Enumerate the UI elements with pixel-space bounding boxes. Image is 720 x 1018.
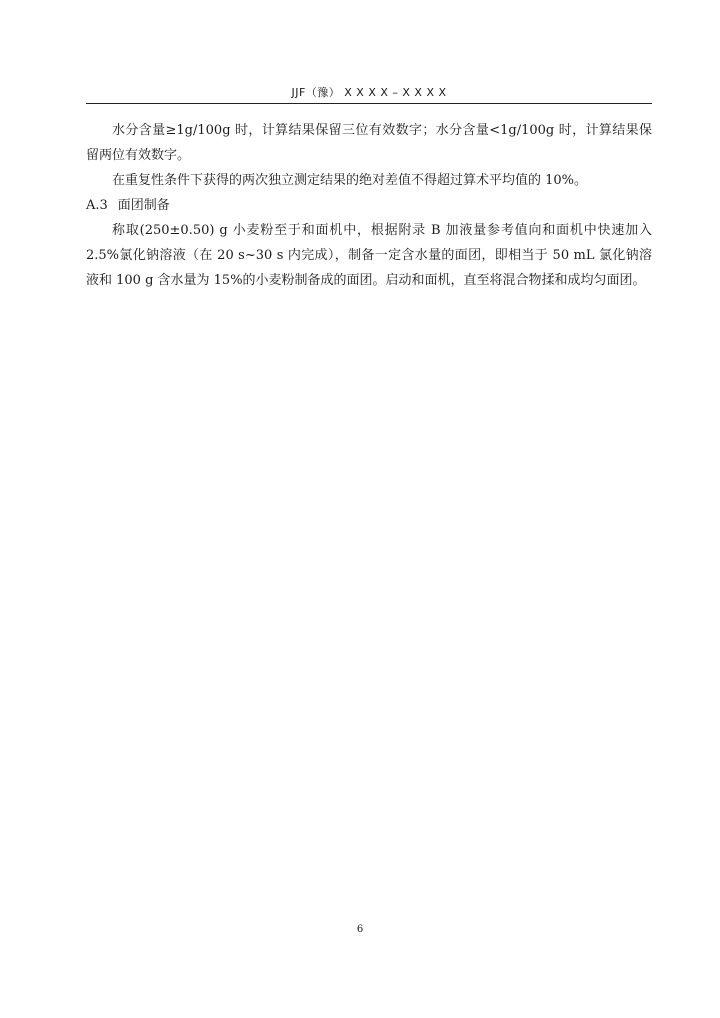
paragraph-moisture-precision: 水分含量≥1g/100g 时，计算结果保留三位有效数字；水分含量<1g/100g 时，计算结果保留两位有效数字。 bbox=[86, 123, 652, 163]
section-heading bbox=[86, 193, 652, 218]
section-title: 面团制备 bbox=[117, 198, 170, 213]
page-number: 6 bbox=[356, 924, 364, 935]
paragraph-dough-preparation: 称取(250±0.50) g 小麦粉至于和面机中，根据附录 B 加液量参考值向和面机中快速加入 2.5%氯化钠溶液（在 20 s~30 s 内完成），制备一定含水量的面团，即相当于 50 mL 氯化钠溶液和 100 g 含水量为 15%的小麦粉制备成的面团。启动和面机，直至将混合物揉和成均匀面团。 bbox=[86, 223, 652, 288]
header-rule bbox=[86, 103, 652, 104]
section-number: A.3 bbox=[86, 198, 108, 213]
paragraph-repeatability: 在重复性条件下获得的两次独立测定结果的绝对差值不得超过算术平均值的 10%。 bbox=[112, 173, 588, 188]
page-header: JJF（豫） X X X X – X X X X bbox=[291, 86, 447, 99]
document-body bbox=[86, 118, 652, 293]
